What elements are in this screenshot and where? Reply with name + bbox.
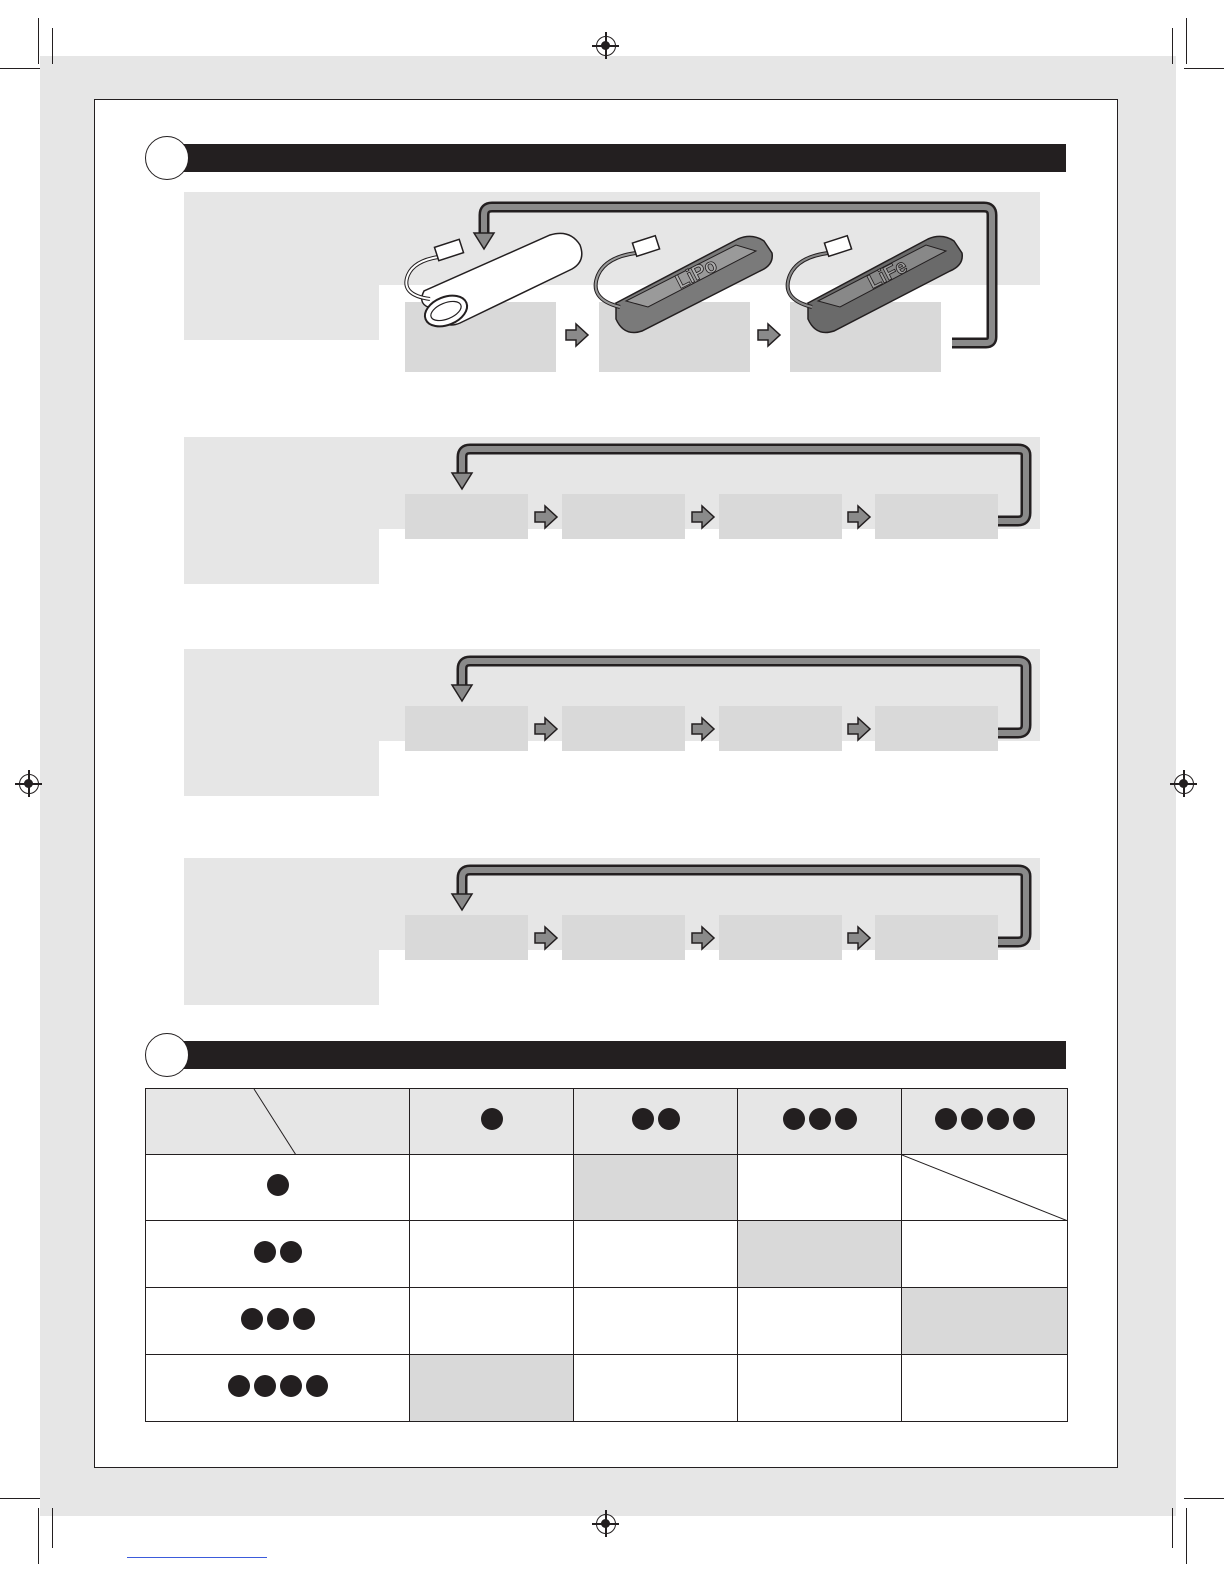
matrix-cell-highlighted: [410, 1355, 574, 1422]
footer-link-underline: [127, 1557, 267, 1558]
matrix-row-header: [146, 1355, 410, 1422]
section-b-header-bar: [172, 1041, 1066, 1069]
step-arrow-icon: [848, 718, 870, 740]
section-b-number-badge: [145, 1033, 189, 1077]
step-arrow-icon: [692, 927, 714, 949]
matrix-header-row: [146, 1089, 1068, 1155]
crop-mark: [1184, 68, 1224, 69]
crop-mark: [1172, 28, 1173, 64]
crop-mark: [0, 1498, 40, 1499]
matrix-row-header: [146, 1288, 410, 1355]
corner-diagonal-line: [146, 1089, 410, 1155]
dot-icon: [1013, 1108, 1035, 1130]
dot-icon: [280, 1375, 302, 1397]
matrix-cell-highlighted: [902, 1288, 1068, 1355]
matrix-cell: [574, 1288, 738, 1355]
battery-life-icon: [788, 236, 963, 333]
lipo-battery-label: LiPo: [672, 254, 721, 294]
matrix-column-header: [574, 1089, 738, 1155]
dot-icon: [267, 1174, 289, 1196]
cycle-loop-diagram: [440, 653, 1040, 743]
matrix-cell: [410, 1221, 574, 1288]
matrix-cell: [902, 1221, 1068, 1288]
battery-row-label-panel: [184, 284, 379, 340]
dot-icon: [935, 1108, 957, 1130]
cycle-loop-diagram: [440, 862, 1040, 952]
registration-mark-icon: [596, 1514, 616, 1534]
matrix-column-header: [410, 1089, 574, 1155]
matrix-row-header: [146, 1221, 410, 1288]
crop-mark: [0, 68, 40, 69]
section-a-number-badge: [145, 136, 189, 180]
step-arrow-icon: [848, 506, 870, 528]
matrix-cell: [738, 1288, 902, 1355]
step-arrow-icon: [535, 718, 557, 740]
crop-mark: [52, 28, 53, 64]
matrix-row: [146, 1155, 1068, 1221]
matrix-row-header: [146, 1155, 410, 1221]
dot-icon: [306, 1375, 328, 1397]
matrix-cell-highlighted: [738, 1221, 902, 1288]
life-battery-label: LiFe: [864, 255, 911, 294]
crop-mark: [1172, 1508, 1173, 1548]
registration-mark-icon: [596, 36, 616, 56]
dot-icon: [835, 1108, 857, 1130]
cycle-row-label-panel: [184, 740, 379, 796]
battery-lipo-icon: [596, 236, 773, 333]
matrix-row: [146, 1288, 1068, 1355]
dot-icon: [961, 1108, 983, 1130]
matrix-corner-cell: [146, 1089, 410, 1155]
step-arrow-icon: [692, 718, 714, 740]
step-arrow-icon: [692, 506, 714, 528]
matrix-column-header: [902, 1089, 1068, 1155]
step-arrow-icon: [535, 506, 557, 528]
cycle-loop-arrowhead: [452, 685, 472, 701]
matrix-cell-highlighted: [574, 1155, 738, 1221]
matrix-cell-crossed: [902, 1155, 1068, 1221]
step-arrow-icon: [758, 324, 780, 346]
dot-icon: [241, 1308, 263, 1330]
crop-mark: [1186, 1508, 1187, 1564]
dot-icon: [481, 1108, 503, 1130]
cycle-loop-arrowhead: [474, 233, 494, 249]
dot-icon: [267, 1308, 289, 1330]
cycle-loop-arrowhead: [452, 473, 472, 489]
matrix-row: [146, 1355, 1068, 1422]
matrix-row: [146, 1221, 1068, 1288]
matrix-cell: [738, 1155, 902, 1221]
step-arrow-icon: [848, 927, 870, 949]
step-arrow-icon: [535, 927, 557, 949]
matrix-cell: [574, 1221, 738, 1288]
dot-icon: [987, 1108, 1009, 1130]
dot-icon: [632, 1108, 654, 1130]
dot-icon: [254, 1241, 276, 1263]
battery-flow-diagram: [380, 195, 1020, 385]
dot-icon: [783, 1108, 805, 1130]
dot-icon: [280, 1241, 302, 1263]
crop-mark: [38, 18, 39, 64]
matrix-cell: [738, 1355, 902, 1422]
dot-icon: [228, 1375, 250, 1397]
dot-icon: [809, 1108, 831, 1130]
crop-mark: [52, 1508, 53, 1548]
dot-icon: [293, 1308, 315, 1330]
dot-icon: [658, 1108, 680, 1130]
crop-mark: [1184, 1498, 1224, 1499]
section-a-header-bar: [172, 144, 1066, 172]
step-arrow-icon: [566, 324, 588, 346]
matrix-column-header: [738, 1089, 902, 1155]
crop-mark: [1186, 18, 1187, 64]
cycle-row-label-panel: [184, 949, 379, 1005]
cycle-loop-diagram: [440, 441, 1040, 531]
cycle-row-label-panel: [184, 528, 379, 584]
registration-mark-icon: [1174, 774, 1194, 794]
matrix-cell: [902, 1355, 1068, 1422]
dot-icon: [254, 1375, 276, 1397]
matrix-cell: [410, 1155, 574, 1221]
cycle-loop-arrowhead: [452, 894, 472, 910]
battery-nimh-icon: [406, 233, 581, 332]
registration-mark-icon: [19, 774, 39, 794]
cell-diagonal-line: [902, 1155, 1068, 1221]
crop-mark: [38, 1508, 39, 1564]
matrix-cell: [574, 1355, 738, 1422]
combination-matrix: [145, 1088, 1068, 1422]
matrix-cell: [410, 1288, 574, 1355]
